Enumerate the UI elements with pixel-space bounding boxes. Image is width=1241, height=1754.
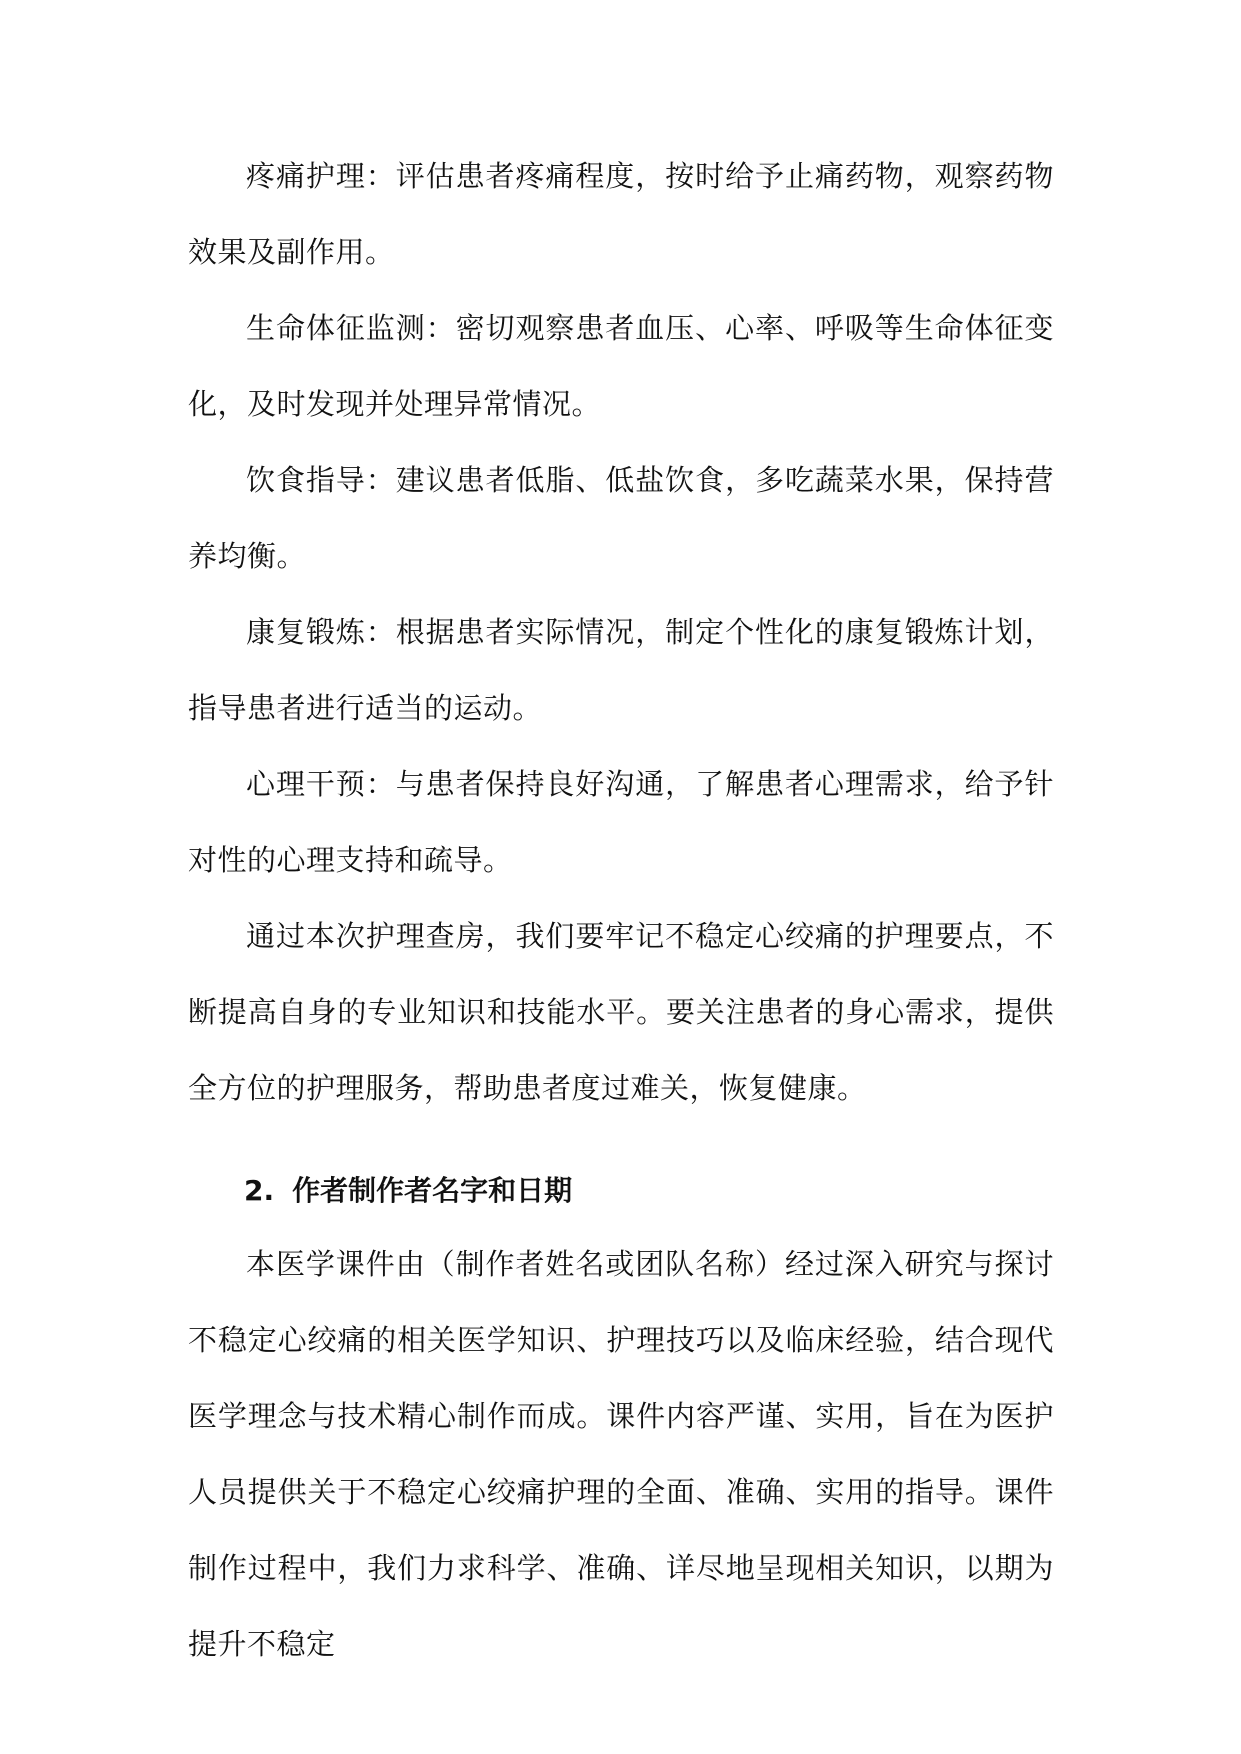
- paragraph-rehab-exercise: 康复锻炼：根据患者实际情况，制定个性化的康复锻炼计划，指导患者进行适当的运动。: [188, 615, 1054, 725]
- section-heading: [188, 1156, 1054, 1226]
- document-body: [188, 138, 1054, 1682]
- paragraph-summary: 通过本次护理查房，我们要牢记不稳定心绞痛的护理要点，不断提高自身的专业知识和技能水平。要关注患者的身心需求，提供全方位的护理服务，帮助患者度过难关，恢复健康。: [188, 919, 1054, 1105]
- paragraph-pain-care: 疼痛护理：评估患者疼痛程度，按时给予止痛药物，观察药物效果及副作用。: [188, 159, 1054, 269]
- paragraph-psych-intervention: 心理干预：与患者保持良好沟通，了解患者心理需求，给予针对性的心理支持和疏导。: [188, 767, 1054, 877]
- paragraph-diet-guidance: 饮食指导：建议患者低脂、低盐饮食，多吃蔬菜水果，保持营养均衡。: [188, 463, 1054, 573]
- section-number: 2.: [244, 1174, 275, 1207]
- paragraph-author-info: 本医学课件由（制作者姓名或团队名称）经过深入研究与探讨不稳定心绞痛的相关医学知识、护理技巧以及临床经验，结合现代医学理念与技术精心制作而成。课件内容严谨、实用，旨在为医护人员提供关于不稳定心绞痛护理的全面、准确、实用的指导。课件制作过程中，我们力求科学、准确、详尽地呈现相关知识，以期为提升不稳定: [188, 1247, 1054, 1661]
- paragraph-vital-signs: 生命体征监测：密切观察患者血压、心率、呼吸等生命体征变化，及时发现并处理异常情况。: [188, 311, 1054, 421]
- section-title: 作者制作者名字和日期: [292, 1174, 573, 1207]
